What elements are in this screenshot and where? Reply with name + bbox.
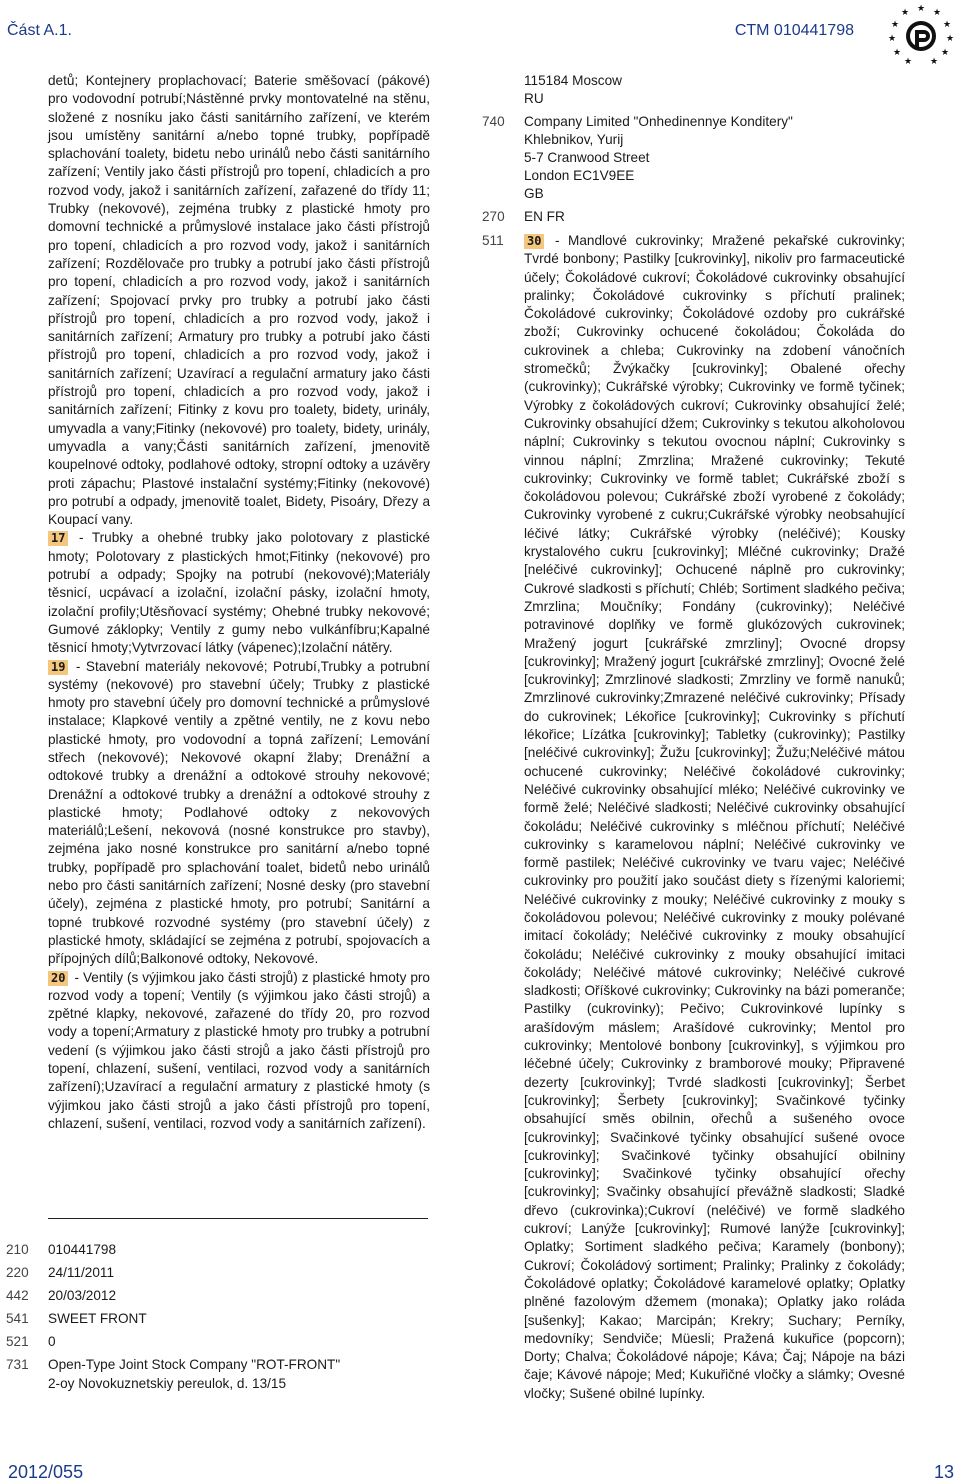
class-number-badge: 19	[48, 660, 68, 675]
inid-value: London EC1V9EE	[524, 168, 635, 183]
inid-value: SWEET FRONT	[48, 1311, 147, 1326]
ohim-logo-icon	[888, 2, 954, 68]
bulletin-number: 2012/055	[8, 1462, 84, 1482]
inid-value: Khlebnikov, Yurij	[524, 132, 624, 147]
class-number-badge: 20	[48, 971, 68, 986]
ctm-number: CTM 010441798	[734, 22, 854, 39]
inid-value: 20/03/2012	[48, 1288, 117, 1303]
inid-value: GB	[524, 186, 544, 201]
svg-text:★: ★	[916, 3, 926, 13]
class-number-badge: 17	[48, 531, 68, 546]
class-goods-text: - Ventily (s výjimkou jako části strojů) z plastické hmoty pro rozvod vody a topení; Ventily (s výjimkou jako části strojů) a zpětné klapky, nekovové, zařazené do třídy 20, pro rozvod vody a topení;Armatury z plastické hmoty pro trubky a potrubní vedení (s výjimkou jako části strojů a jako části přístrojů pro topení, chlazení, sušení, ventilaci, rozvod vody a sanitárních zařízení);Uzavírací a regulační armatury z plastické hmoty (s výjimkou jako části strojů a jako části přístrojů pro topení, chlazení, sušení, ventilaci, rozvod vody a sanitárních zařízení).	[48, 969, 430, 1131]
class-entry-20	[48, 969, 430, 1134]
inid-value: 24/11/2011	[48, 1265, 115, 1280]
left-goods-column	[48, 72, 430, 1133]
svg-text:★: ★	[942, 19, 952, 29]
goods-text-intro: detů; Kontejnery proplachovací; Baterie směšovací (pákové) pro vodovodní potrubí;Nástěnné prvky montovatelné na stěnu, složené z nosníku jako části sanitárního zařízení, ve kterém jsou umístěny sanitární a/nebo topné trubky, popřípadě splachování toalety, bidetu nebo urinálů nebo části sanitárního zařízení; Ventily jako části přístrojů pro topení, chladicích a pro rozvod vody, jakož i sanitárních zařízení, zařazené do třídy 11; Trubky (nekovové), zejména trubky z plastické hmoty pro domovní technické a průmyslové instalace jako části přístrojů pro topení, chladicích a pro rozvod vody, jakož i sanitárních zařízení; Rozdělovače pro trubky a potrubí jako části přístrojů pro topení, chladicích a pro rozvod vody, jakož i sanitárních zařízení; Spojovací prvky pro trubky a potrubí jako části přístrojů pro topení, chladicích a pro rozvod vody, jakož i sanitárních zařízení; Armatury pro trubky a potrubí jako části přístrojů pro topení, chladicích a pro rozvod vody, jakož i sanitárních zařízení; Uzavírací a regulační armatury jako části přístrojů pro topení, chladicích a pro rozvod vody, jakož i sanitárních zařízení; Fitinky z kovu pro toalety, bidety, urinály, umyvadla a vany;Fitinky (nekovové) pro toalety, bidety, urinály, umyvadla a vany;Části sanitárních zařízení, jmenovitě koupelnové odtoky, podlahové odtoky, stropní odtoky a uzávěry proti zápachu; Plastové instalační systémy;Fitinky (nekovové) pro potrubí a odpady, jmenovitě toalet, Bidety, Pisoáry, Dřezy a Koupací vany.	[48, 73, 430, 528]
inid-value: 0	[48, 1334, 56, 1349]
inid-value: 2-oy Novokuznetskiy pereulok, d. 13/15	[48, 1376, 287, 1391]
right-goods-column	[524, 232, 905, 1403]
class-goods-text: - Stavební materiály nekovové; Potrubí,Trubky a potrubní systémy (nekovové) pro stavební účely; Trubky z plastické hmoty pro stavební účely pro domovní technické a průmyslové instalace; Klapkové ventily a zpětné ventily, ne z kovu nebo plastické hmoty, pro vodovodní a topná zařízení; Lemování střech (nekovové); Nekovové okapní žlaby; Drenážní a odtokové trubky a drenážní a odtokové strouhy nekovové; Drenážní a odtokové trubky a drenážní a odtokové strouhy z plastické hmoty; Podlahové odtoky z nekovových materiálů;Lešení, nekovová (nosné konstrukce pro stavby), zejména jako nosné konstrukce pro sanitární a/nebo topné trubky, popřípadě pro splachování toalet, bidetů nebo urinálů nebo pro části sanitárních zařízení; Nosné desky (pro stavební účely), zejména z plastické hmoty, pro potrubí; Sanitární a topné trubkové rozvodné systémy (pro stavební účely) z plastické hmoty, skládající se zejména z potrubí, spojovacích a přípojných dílů;Balkonové odtoky, Nekovové.	[48, 658, 430, 967]
inid-code: 511	[482, 233, 504, 248]
inid-value: 115184 Moscow	[524, 73, 622, 88]
part-label: Část A.1.	[7, 22, 72, 39]
svg-text:★: ★	[945, 33, 954, 43]
inid-code: 541	[6, 1311, 29, 1326]
inid-code: 521	[6, 1334, 29, 1349]
inid-code: 731	[6, 1357, 29, 1372]
section-divider	[48, 1218, 428, 1219]
svg-text:★: ★	[929, 56, 939, 66]
svg-text:★: ★	[890, 19, 900, 29]
svg-text:★: ★	[888, 33, 897, 43]
class-entry-19	[48, 658, 430, 969]
class-goods-text: - Trubky a ohebné trubky jako polotovary z plastické hmoty; Polotovary z plastických hmot;Fitinky (nekovové) pro potrubí a odpady; Spojky na potrubí (nekovové);Materiály těsnicí, ucpávací a izolační, izolační pásky, izolační hmoty, izolační profily;Utěsňovací systémy; Ohebné trubky nekovové; Gumové záklopky; Ventily z gumy nebo vulkánfíbru;Kapalné těsnicí hmoty;Vytvrzovací látky (vápenec);Izolační nátěry.	[48, 530, 430, 656]
inid-code: 442	[6, 1288, 29, 1303]
class-entry-30	[524, 232, 905, 1403]
inid-value: Open-Type Joint Stock Company "ROT-FRONT"	[48, 1357, 341, 1372]
inid-code: 210	[6, 1242, 29, 1257]
class-entry-17	[48, 529, 430, 657]
inid-value: EN FR	[524, 209, 565, 224]
inid-value: 010441798	[48, 1242, 117, 1257]
svg-text:★: ★	[940, 47, 950, 57]
inid-value: 5-7 Cranwood Street	[524, 150, 650, 165]
class-number-badge: 30	[524, 234, 544, 249]
svg-text:★: ★	[900, 7, 910, 17]
inid-value: Company Limited "Onhedinennye Konditery"	[524, 114, 793, 129]
inid-code: 740	[482, 114, 505, 129]
class-goods-text: - Mandlové cukrovinky; Mražené pekařské cukrovinky; Tvrdé bonbony; Pastilky [cukrovinky], nikoliv pro farmaceutické účely; Čokoládové cukroví; Čokoládové cukrovinky obsahující pralinky; Čokoládové cukrovinky s příchutí pralinek; Čokoládové cukrovinky; Čokoládové ozdoby pro cukrářské zboží; Cukrovinky ochucené čokoládou; Čokoláda do cukrovinek a chleba; Cukrovinky na zdobení vánočních stromečků; Žvýkačky [cukrovinky]; Obalené ořechy (cukrovinky); Cukrářské výrobky; Cukrovinky ve formě tyčinek; Výrobky z čokoládových cukroví; Cukrovinky obsahující želé; Cukrovinky obsahující džem; Cukrovinky s tekutou alkoholovou náplní; Cukrovinky s tekutou ovocnou náplní; Cukrovinky s vinnou náplní; Zmrzlina; Mražené cukrovinky; Tekuté cukrovinky; Cukrovinky ve formě tablet; Cukrářské zboží s čokoládovou polevou; Cukrářské zboží vyrobené z čokolády; Cukrovinky vyrobené z cukru;Cukrářské výrobky neobsahující léčivé látky; Cukrářské výrobky (neléčivé); Kousky krystalového cukru [cukrovinky]; Mléčné cukrovinky; Dražé [neléčivé cukrovinky]; Ochucené náplně pro cukrovinky; Cukrové sladkosti s příchutí; Chléb; Sortiment sladkého pečiva; Zmrzlina; Moučníky; Fondány (cukrovinky); Neléčivé potravinové doplňky ve formě glukózových cukrovinek; Mražený jogurt [cukrářské zmrzliny]; Ovocné dropsy [cukrovinky]; Mražený jogurt [cukrářské zmrzliny]; Ovocné želé [cukrovinky]; Zmrzlinové sladkosti; Zmrzliny ve formě nanuků; Zmrzlinové cukrovinky;Zmrazené neléčivé cukrovinky; Přísady do cukrovinek; Lékořice [cukrovinky]; Cukrovinky s příchutí lékořice; Lízátka [cukrovinky]; Tabletky (cukrovinky); Pastilky [neléčivé cukrovinky]; Žužu [cukrovinky]; Žužu;Neléčivé mátou ochucené cukrovinky; Neléčivé čokoládové cukrovinky; Neléčivé cukrovinky obsahující mléko; Neléčivé cukrovinky ve formě želé; Neléčivé sladkosti; Neléčivé cukrovinky obsahující čokoládu; Neléčivé cukrovinky s mléčnou příchutí; Neléčivé cukrovinky s karamelovou náplní; Neléčivé cukrovinky ve formě pastilek; Neléčivé cukrovinky ve tvaru vajec; Neléčivé cukrovinky pro použití jako součást diety s řízenými kaloriemi; Neléčivé cukrovinky z mouky; Neléčivé cukrovinky z mouky s čokoládovou polevou; Neléčivé cukrovinky z mouky polévané imitací čokolády; Neléčivé cukrovinky z mouky obsahující čokoládu; Neléčivé cukrovinky z mouky obsahující imitaci čokolády; Neléčivé mátové cukrovinky; Neléčivé cukrové sladkosti; Oříškové cukrovinky; Cukrovinky na bázi pomeranče; Pastilky (cukrovinky); Pečivo; Cukrovinkové lupínky s arašídovým máslem; Arašídové cukrovinky; Mentol pro cukrovinky; Mentolové bonbony [cukrovinky], s výjimkou pro léčebné účely; Cukrovinky z bramborové mouky; Připravené dezerty [cukrovinky]; Tvrdé sladkosti [cukrovinky]; Šerbet [cukrovinky]; Šerbety [cukrovinky]; Svačinkové tyčinky obsahující směs obilnin, ořechů a sušeného ovoce [cukrovinky]; Svačinkové tyčinky obsahující sušené ovoce [cukrovinky]; Svačinkové tyčinky obsahující obilniny [cukrovinky]; Svačinkové tyčinky obsahující ořechy [cukrovinky]; Svačinky obsahující převážně sladkosti; Sladké dřevo (cukrovinka);Cukroví (neléčivé) ve formě sladkého cukroví; Lanýže [cukrovinky]; Rumové lanýže [cukrovinky]; Oplatky; Sortiment sladkého pečiva; Karamely (bonbony); Cukroví; Čokoládový sortiment; Pralinky; Pralinky z čokolády; Čokoládové oplatky; Čokoládové karamelové oplatky; Oplatky plněné fazolovým džemem (monaka); Oplatky jako roláda [sušenky]; Kakao; Marcipán; Krekry; Suchary; Perníky, medovníky; Sendviče; Müesli; Pražená kukuřice (popcorn); Dorty; Chalva; Čokoládové nápoje; Káva; Čaj; Nápoje na bázi čaje; Kávové nápoje; Med; Kukuřičné vločky a slámky; Ovesné vločky; Sušené obilné lupínky.	[524, 233, 905, 1401]
svg-text:★: ★	[932, 7, 942, 17]
inid-value: RU	[524, 91, 544, 106]
svg-text:★: ★	[892, 47, 902, 57]
inid-code: 220	[6, 1265, 29, 1280]
svg-text:★: ★	[903, 56, 913, 66]
page-number: 13	[933, 1462, 954, 1482]
inid-code: 270	[482, 209, 505, 224]
